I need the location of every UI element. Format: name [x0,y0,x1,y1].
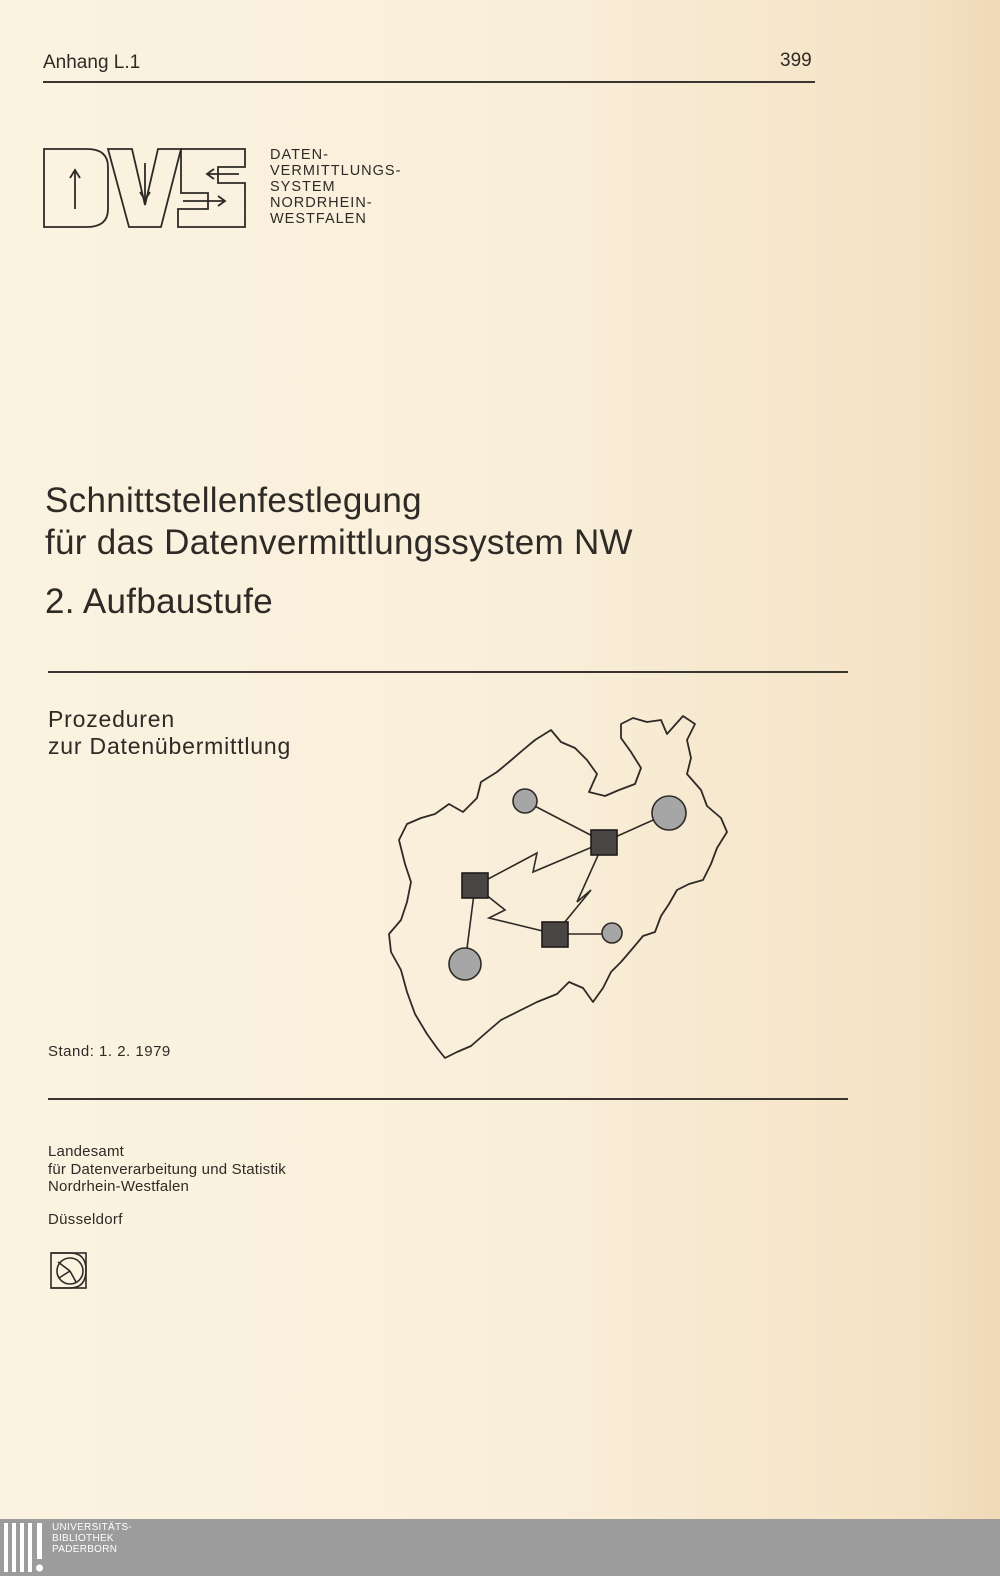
logo-line: NORDRHEIN- [270,195,373,211]
publisher-line: Landesamt [48,1143,125,1160]
header-rule [43,81,815,83]
library-logo-icon [0,1519,48,1576]
logo-line: DATEN- [270,147,329,163]
network-map-illustration [385,712,745,1067]
nrw-outline-icon [389,716,727,1058]
switch-node-icon [591,830,617,855]
publisher-city: Düsseldorf [48,1211,123,1228]
publisher-line: für Datenverarbeitung und Statistik [48,1160,286,1178]
logo-line: SYSTEM [270,179,336,195]
terminal-node-icon [602,923,622,943]
terminal-node-icon [513,789,537,813]
lds-emblem-icon [50,1252,88,1290]
title-line-1: Schnittstellenfestlegung [45,481,422,520]
library-footer-bar [0,1519,1000,1576]
title-rule [48,671,848,673]
subject-line-1: Prozeduren [48,706,175,732]
library-line: BIBLIOTHEK [52,1533,114,1544]
section-label: Anhang L.1 [43,52,141,73]
page-number: 399 [780,50,812,71]
title-line-2: für das Datenvermittlungssystem NW [45,523,633,562]
switch-node-icon [462,873,488,898]
logo-line: VERMITTLUNGS- [270,163,402,179]
publisher-block [48,1143,286,1196]
bottom-rule [48,1098,848,1100]
subject-line-2: zur Datenübermittlung [48,733,292,759]
library-line: UNIVERSITÄTS- [52,1522,133,1533]
document-title [45,480,633,564]
logo-line: WESTFALEN [270,211,367,227]
document-stage: 2. Aufbaustufe [45,582,273,621]
terminal-node-icon [449,948,481,980]
publisher-line: Nordrhein-Westfalen [48,1178,190,1195]
library-name [52,1522,132,1555]
library-line: PADERBORN [52,1544,118,1555]
logo-wordmark [270,147,401,227]
document-subject [48,706,291,760]
terminal-node-icon [652,796,686,830]
switch-node-icon [542,922,568,947]
status-date: Stand: 1. 2. 1979 [48,1043,171,1060]
dvs-logo-icon [42,147,248,231]
